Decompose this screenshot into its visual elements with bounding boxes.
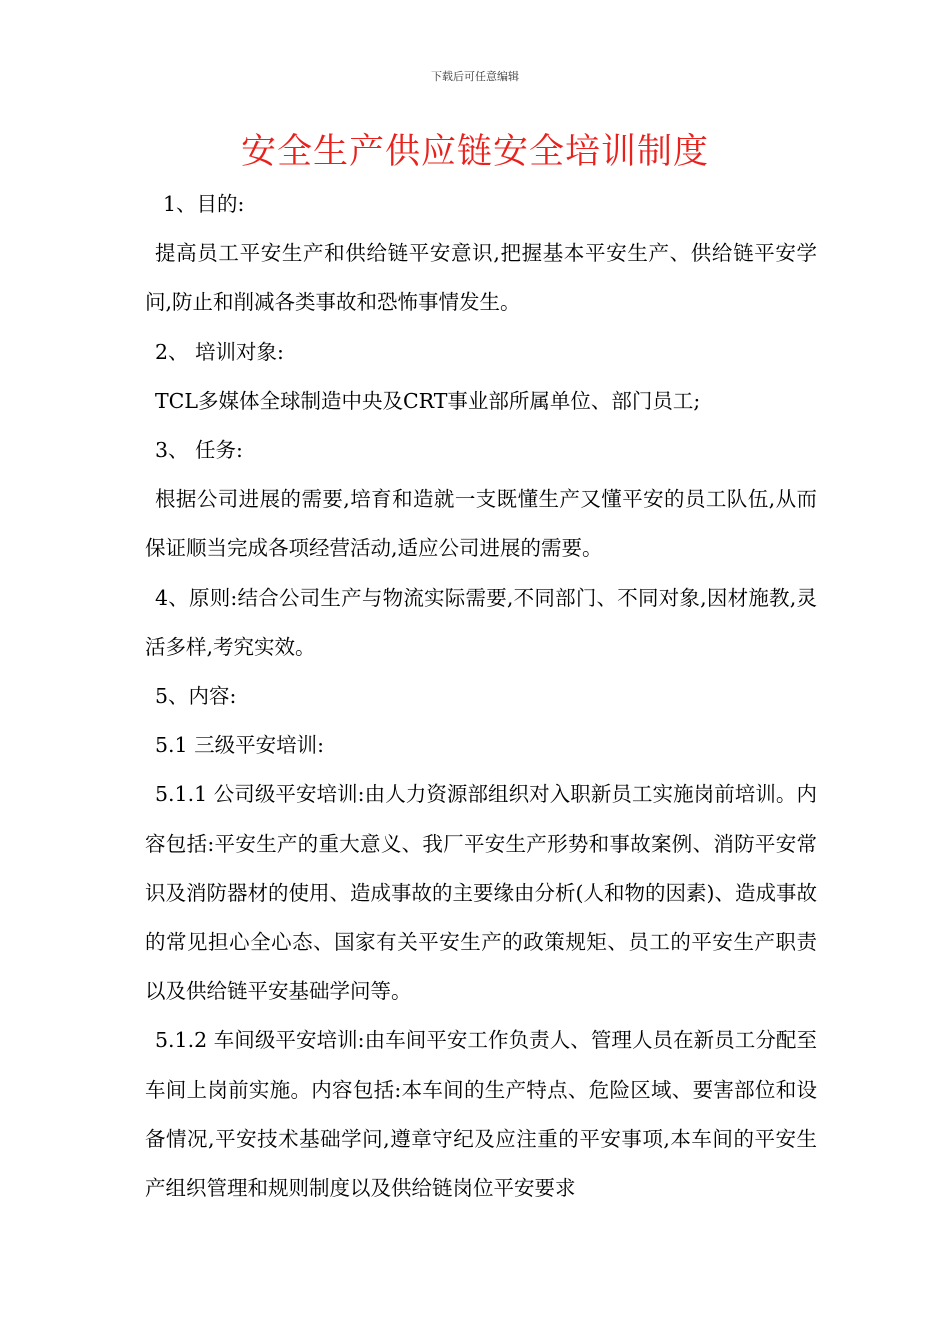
header-note: 下载后可任意编辑 (431, 70, 519, 83)
section-1-body: 提高员工平安生产和供给链平安意识,把握基本平安生产、供给链平安学问,防止和削减各类事故和恐怖事情发生。 (145, 241, 817, 315)
document-title: 安全生产供应链安全培训制度 (240, 132, 709, 172)
section-5-heading: 5、内容: (155, 684, 237, 709)
section-2-heading: 2、 培训对象: (155, 339, 284, 364)
section-3-body: 根据公司进展的需要,培育和造就一支既懂生产又懂平安的员工队伍,从而保证顺当完成各项经营活动,适应公司进展的需要。 (145, 487, 817, 561)
section-2-body: TCL多媒体全球制造中央及CRT事业部所属单位、部门员工; (155, 388, 701, 413)
document-body (145, 180, 817, 1213)
section-5-1-2-body: 5.1.2 车间级平安培训:由车间平安工作负责人、管理人员在新员工分配至车间上岗前实施。内容包括:本车间的生产特点、危险区域、要害部位和设备情况,平安技术基础学问,遵章守纪及应注重的平安事项,本车间的平安生产组织管理和规则制度以及供给链岗位平安要求 (145, 1028, 817, 1201)
section-5-1-1-body: 5.1.1 公司级平安培训:由人力资源部组织对入职新员工实施岗前培训。内容包括:平安生产的重大意义、我厂平安生产形势和事故案例、消防平安常识及消防器材的使用、造成事故的主要缘由分析(人和物的因素)、造成事故的常见担心全心态、国家有关平安生产的政策规矩、员工的平安生产职责以及供给链平安基础学问等。 (145, 782, 817, 1004)
section-5-1-heading: 5.1 三级平安培训: (155, 733, 325, 758)
section-1-heading: 1、目的: (163, 192, 245, 216)
section-3-heading: 3、 任务: (155, 438, 243, 463)
section-4-body: 4、原则:结合公司生产与物流实际需要,不同部门、不同对象,因材施教,灵活多样,考究实效。 (145, 585, 817, 659)
